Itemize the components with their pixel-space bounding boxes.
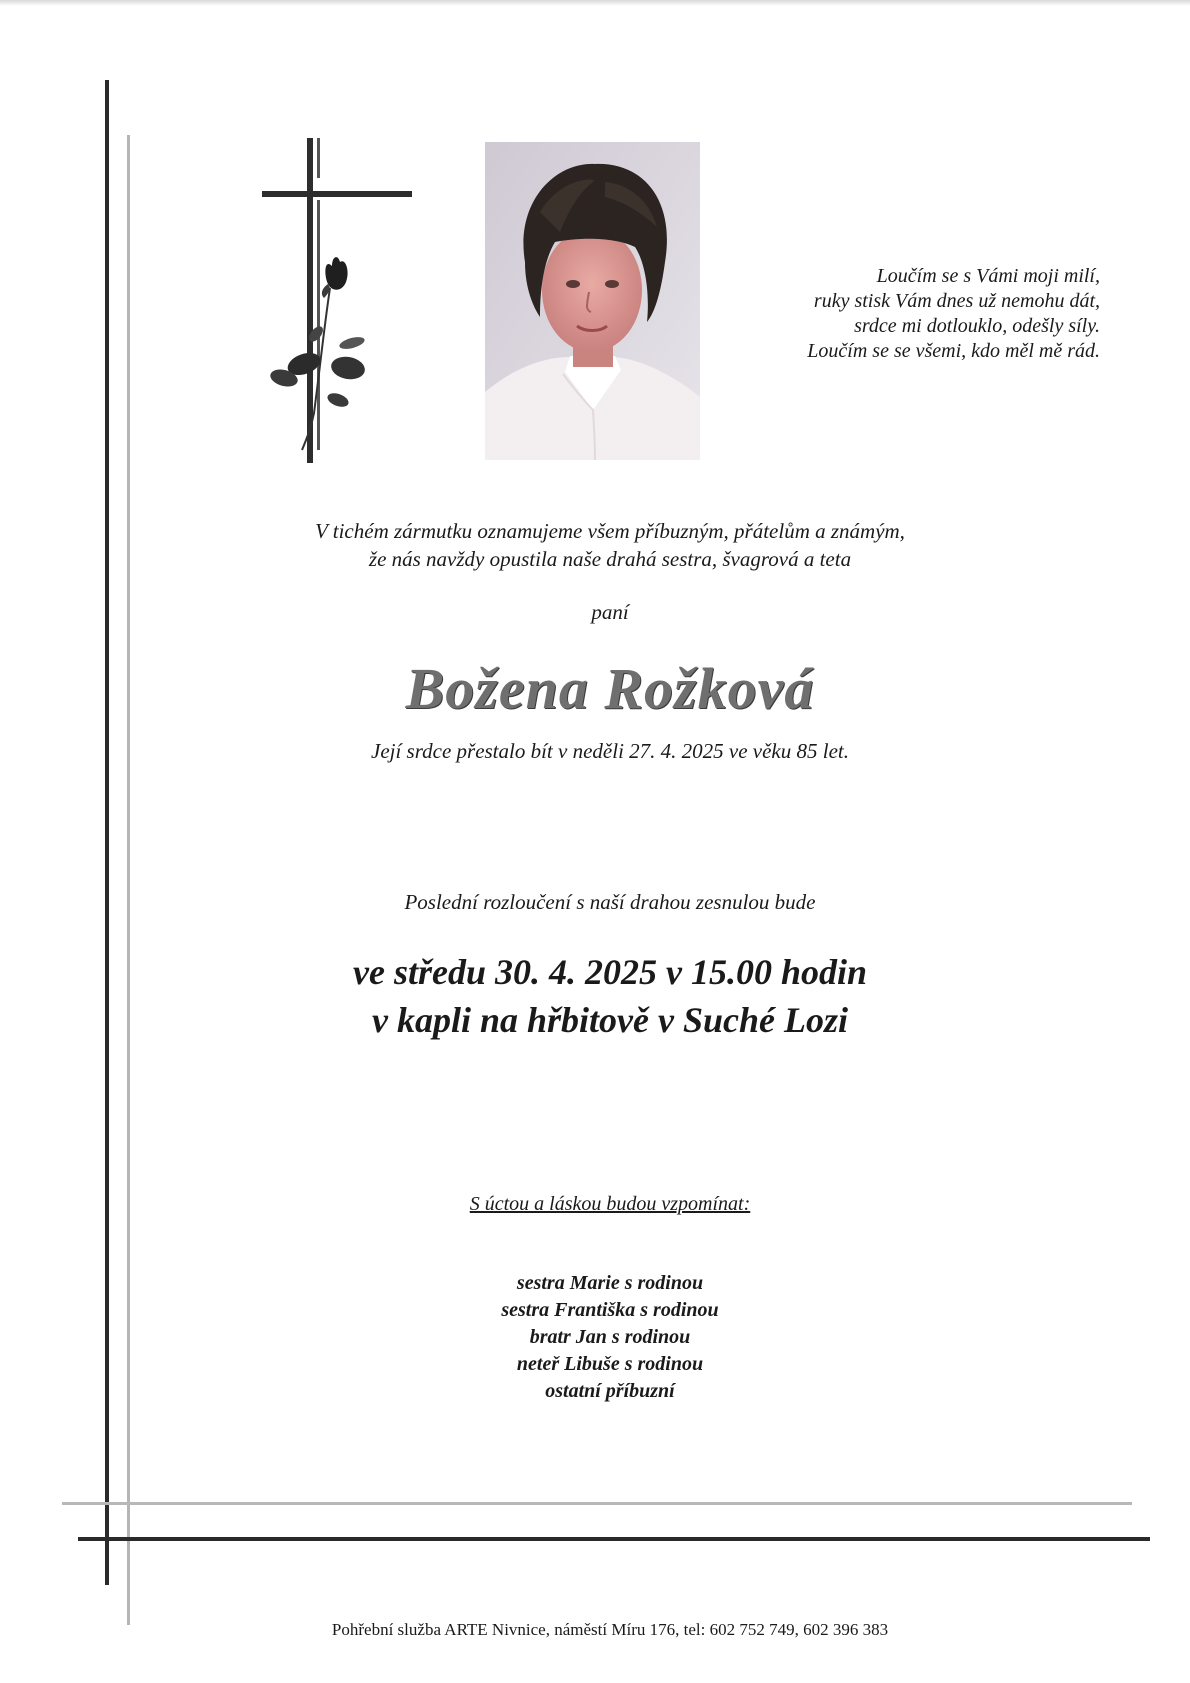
verse-line: Loučím se se všemi, kdo měl mě rád. xyxy=(807,340,1100,362)
verse-line: ruky stisk Vám dnes už nemohu dát, xyxy=(813,290,1100,312)
ceremony-intro: Poslední rozloučení s naší drahou zesnulou bude xyxy=(404,890,816,914)
announcement-line: že nás navždy opustila naše drahá sestra, švagrová a teta xyxy=(368,547,852,571)
list-item: ostatní příbuzní xyxy=(545,1380,675,1402)
page-top-edge xyxy=(0,0,1190,6)
frame-line-horizontal-light xyxy=(62,1502,1132,1505)
funeral-service-footer: Pohřební služba ARTE Nivnice, náměstí Míru 176, tel: 602 752 749, 602 396 383 xyxy=(331,1620,889,1639)
verse-line: Loučím se s Vámi moji milí, xyxy=(876,265,1100,287)
announcement-line: V tichém zármutku oznamujeme všem příbuzným, přátelům a známým, xyxy=(315,519,905,543)
mourners-heading: S úctou a láskou budou vzpomínat: xyxy=(469,1193,751,1215)
death-notice: Její srdce přestalo bít v neděli 27. 4. 2025 ve věku 85 let. xyxy=(371,739,849,763)
verse-line: srdce mi dotlouklo, odešly síly. xyxy=(854,315,1100,337)
list-item: sestra Marie s rodinou xyxy=(516,1272,704,1294)
verse xyxy=(700,264,1100,364)
deceased-name: Božena Rožková xyxy=(405,656,815,721)
frame-line-vertical-light xyxy=(127,135,130,1625)
cross-with-rose-icon xyxy=(262,138,412,463)
portrait-photo xyxy=(485,142,700,460)
honorific: paní xyxy=(591,600,629,624)
list-item: bratr Jan s rodinou xyxy=(529,1326,691,1348)
mourners-list xyxy=(350,1270,870,1405)
ceremony-details xyxy=(180,948,1040,1044)
list-item: neteř Libuše s rodinou xyxy=(516,1353,704,1375)
frame-line-horizontal-dark xyxy=(78,1537,1150,1541)
frame-line-vertical-dark xyxy=(105,80,109,1585)
announcement-text xyxy=(200,517,1020,573)
ceremony-date-time: ve středu 30. 4. 2025 v 15.00 hodin xyxy=(352,952,867,992)
ceremony-place: v kapli na hřbitově v Suché Lozi xyxy=(372,1000,848,1040)
list-item: sestra Františka s rodinou xyxy=(501,1299,719,1321)
